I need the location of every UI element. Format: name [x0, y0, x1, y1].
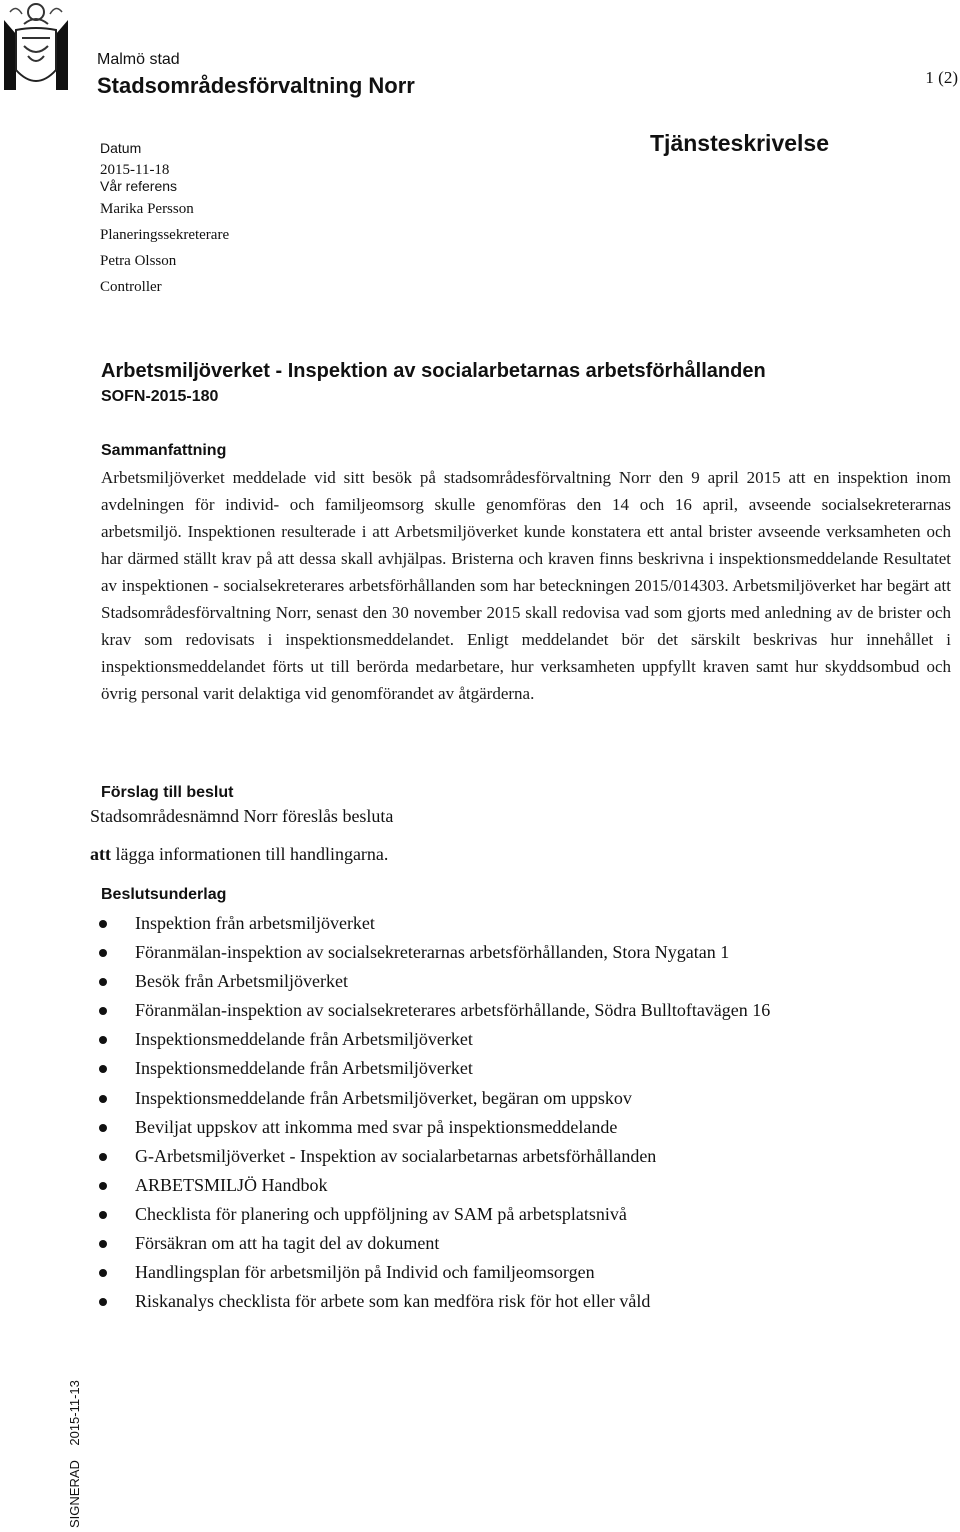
list-item-text: Försäkran om att ha tagit del av dokument: [135, 1233, 440, 1254]
list-item: [96, 1025, 770, 1054]
bullet-icon: [99, 949, 107, 957]
list-item-text: Riskanalys checklista för arbete som kan medföra risk för hot eller våld: [135, 1291, 651, 1312]
list-item: [96, 1113, 770, 1142]
list-item-text: Föranmälan-inspektion av socialsekreterarnas arbetsförhållanden, Stora Nygatan 1: [135, 942, 730, 963]
document-meta: [100, 138, 229, 300]
bullet-icon: [99, 1211, 107, 1219]
list-item: [96, 1054, 770, 1083]
list-item: [96, 1200, 770, 1229]
bullet-icon: [99, 1182, 107, 1190]
bullet-icon: [99, 1036, 107, 1044]
list-item-text: Handlingsplan för arbetsmiljön på Individ och familjeomsorgen: [135, 1262, 595, 1283]
bullet-icon: [99, 1065, 107, 1073]
person1-role: Planeringssekreterare: [100, 227, 230, 243]
list-item-text: Beviljat uppskov att inkomma med svar på inspektionsmeddelande: [135, 1116, 618, 1137]
bullet-icon: [99, 1124, 107, 1132]
date-label: Datum: [100, 140, 142, 156]
list-item: [96, 996, 770, 1025]
list-item-text: ARBETSMILJÖ Handbok: [135, 1174, 328, 1195]
proposal-att-text: lägga informationen till handlingarna.: [115, 844, 389, 864]
list-item-text: Checklista för planering och uppföljning av SAM på arbetsplatsnivå: [135, 1203, 627, 1224]
reference-label: Vår referens: [100, 178, 178, 194]
basis-heading: Beslutsunderlag: [101, 886, 227, 903]
summary-text: Arbetsmiljöverket meddelade vid sitt besök på stadsområdesförvaltning Norr den 9 april 2015 att en inspektion inom avdelningen för individ- och familjeomsorg skulle genomföras den 14 och 16 april, avseende socialsekreterarnas arbetsmiljö. Inspektionen resulterade i att Arbetsmiljöverket kunde konstatera ett antal brister avseende verksamheten och har därmed ställt krav på att dessa skall avhjälpas. Bristerna och kraven finns beskrivna i inspektionsmeddelande Resultatet av inspektionen - socialsekreterares arbetsförhållanden som har beteckningen 2015/014303. Arbetsmiljöverket har begärt att Stadsområdesförvaltning Norr, senast den 30 november 2015 skall redovisa vad som gjorts med anledning av de brister och krav som redovisats i inspektionsmeddelandet. Enligt meddelandet bör det särskilt beskrivas hur innehållet i inspektionsmeddelandet förts ut till berörda medarbetare, hur verksamheten uppfyllt kraven samt hur skyddsombud och övrig personal varit delaktiga vid genomförandet av åtgärderna.: [101, 468, 951, 703]
page-number: 1 (2): [925, 68, 958, 87]
list-item-text: Inspektion från arbetsmiljöverket: [135, 913, 375, 933]
bullet-icon: [99, 1153, 107, 1161]
city-name: Malmö stad: [97, 51, 180, 68]
bullet-icon: [99, 1269, 107, 1277]
list-item-text: Föranmälan-inspektion av socialsekreterares arbetsförhållande, Södra Bulltoftavägen 16: [135, 1000, 771, 1021]
list-item: [96, 1142, 770, 1171]
bullet-icon: [99, 1095, 107, 1103]
organization-header: [97, 50, 415, 100]
list-item: [96, 1258, 770, 1287]
list-item: [96, 1171, 770, 1200]
document-type: Tjänsteskrivelse: [650, 130, 830, 156]
person1-name: Marika Persson: [100, 201, 194, 217]
proposal-decision: [90, 844, 388, 865]
bullet-icon: [99, 1007, 107, 1015]
signature-text: [67, 1380, 82, 1528]
list-item-text: Inspektionsmeddelande från Arbetsmiljöverket: [135, 1058, 473, 1079]
person2-name: Petra Olsson: [100, 253, 177, 269]
list-item: [96, 909, 770, 938]
list-item: [96, 938, 770, 967]
signature-stamp: [66, 1378, 88, 1528]
department-name: Stadsområdesförvaltning Norr: [97, 73, 415, 98]
bullet-icon: [99, 978, 107, 986]
proposal-text: Stadsområdesnämnd Norr föreslås besluta: [90, 806, 394, 826]
list-item-text: G-Arbetsmiljöverket - Inspektion av socialarbetarnas arbetsförhållanden: [135, 1145, 657, 1166]
coat-of-arms-icon: [2, 0, 70, 92]
list-item-text: Inspektionsmeddelande från Arbetsmiljöverket: [135, 1029, 473, 1050]
basis-document-list: [96, 909, 770, 1316]
malmo-coat-of-arms-logo: [2, 0, 70, 92]
list-item: [96, 967, 770, 996]
list-item-text: Inspektionsmeddelande från Arbetsmiljöverket, begäran om uppskov: [135, 1087, 632, 1108]
person2-role: Controller: [100, 279, 162, 295]
bullet-icon: [99, 1298, 107, 1306]
proposal-att-word: att: [90, 844, 111, 864]
summary-heading: Sammanfattning: [101, 442, 227, 459]
list-item-text: Besök från Arbetsmiljöverket: [135, 971, 348, 992]
proposal-heading: Förslag till beslut: [101, 784, 234, 801]
bullet-icon: [99, 1240, 107, 1248]
signature-date: 2015-11-13: [67, 1380, 82, 1446]
case-reference: SOFN-2015-180: [101, 388, 219, 405]
bullet-icon: [99, 920, 107, 928]
list-item: [96, 1229, 770, 1258]
list-item: [96, 1287, 770, 1316]
date-value: 2015-11-18: [100, 162, 170, 178]
signature-label: SIGNERAD: [67, 1460, 82, 1528]
document-title: Arbetsmiljöverket - Inspektion av socialarbetarnas arbetsförhållanden: [101, 360, 766, 382]
list-item: [96, 1084, 770, 1113]
